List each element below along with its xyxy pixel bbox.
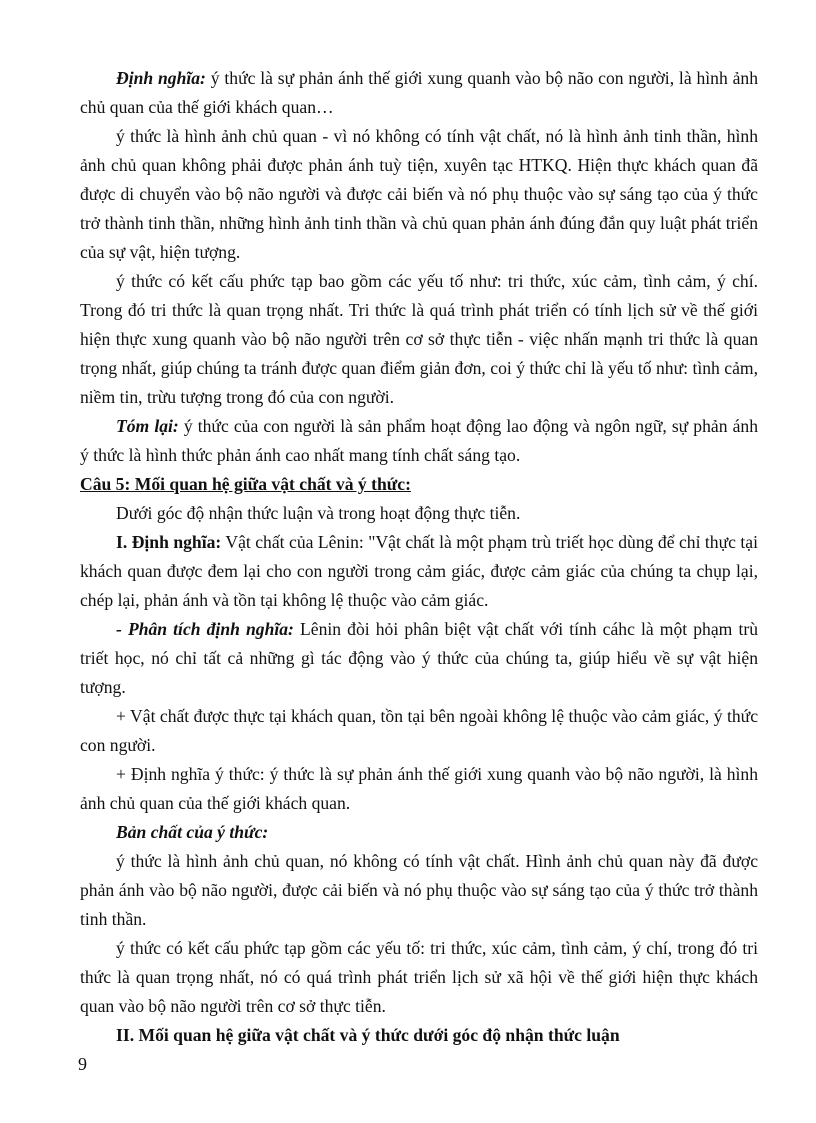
paragraph-text: Lênin đòi hỏi phân biệt vật chất với tính cáhc là một phạm trù triết học, nó chỉ tất cả những gì tác động vào ý thức của chúng ta, giúp hiểu về sự vật hiện tượng. [80,619,758,697]
paragraph-text: Vật chất của Lênin: "Vật chất là một phạm trù triết học dùng để chỉ thực tại khách quan được đem lại cho con người trong cảm giác, được cảm giác của chúng ta chụp lại, chép lại, phản ánh và tồn tại không lệ thuộc vào cảm giác. [80,532,758,610]
paragraph-text: ý thức của con người là sản phẩm hoạt động lao động và ngôn ngữ, sự phản ánh ý thức là hình thức phản ánh cao nhất mang tính chất sáng tạo. [80,416,758,465]
section-heading-ii: II. Mối quan hệ giữa vật chất và ý thức dưới góc độ nhận thức luận [116,1025,620,1045]
document-body [80,64,758,1050]
bullet-matter-reality: + Vật chất được thực tại khách quan, tồn tại bên ngoài không lệ thuộc vào cảm giác, ý thức con người. [80,706,758,755]
heading-text: Câu 5: Mối quan hệ giữa vật chất và ý thức: [80,474,411,494]
page-number: 9 [78,1054,87,1074]
lead-i-dinh-nghia: I. Định nghĩa: [116,532,222,552]
bullet-consciousness-definition: + Định nghĩa ý thức: ý thức là sự phản ánh thế giới xung quanh vào bộ não người, là hình ảnh chủ quan của thế giới khách quan. [80,764,758,813]
paragraph-structure-consciousness: ý thức có kết cấu phức tạp bao gồm các yếu tố như: tri thức, xúc cảm, tình cảm, ý chí. Trong đó tri thức là quan trọng nhất. Tri thức là quá trình phát triển có tính lịch sử về thế giới hiện thực xung quanh vào bộ não người trên cơ sở thực tiễn - việc nhấn mạnh tri thức là quan trọng nhất, giúp chúng ta tránh được quan điểm giản đơn, coi ý thức chỉ là yếu tố như: tình cảm, niềm tin, trừu tượng trong đó của con người. [80,271,758,407]
subheading-ban-chat: Bản chất của ý thức: [116,822,269,842]
paragraph-summary [80,412,758,470]
lead-dinh-nghia: Định nghĩa: [116,68,206,88]
paragraph-definition-matter [80,528,758,615]
lead-tom-lai: Tóm lại: [116,416,179,436]
lead-phan-tich: - Phân tích định nghĩa: [116,619,294,639]
paragraph-definition-consciousness [80,64,758,122]
paragraph-analysis [80,615,758,702]
paragraph-subjective-image: ý thức là hình ảnh chủ quan - vì nó không có tính vật chất, nó là hình ảnh tinh thần, hình ảnh chủ quan không phải được phản ánh tuỳ tiện, xuyên tạc HTKQ. Hiện thực khách quan đã được di chuyển vào bộ não người và được cải biến và nó phụ thuộc vào sự sáng tạo của ý thức trở thành tinh thần, những hình ảnh tinh thần và chủ quan phản ánh đúng đắn quy luật phát triển của sự vật, hiện tượng. [80,126,758,262]
paragraph-perspective: Dưới góc độ nhận thức luận và trong hoạt động thực tiễn. [116,503,521,523]
paragraph-nature-consciousness: ý thức là hình ảnh chủ quan, nó không có tính vật chất. Hình ảnh chủ quan này đã được phản ánh vào bộ não người, được cải biến và nó phụ thuộc vào sự sáng tạo của ý thức trở thành tinh thần. [80,851,758,929]
paragraph-text: ý thức là sự phản ánh thế giới xung quanh vào bộ não con người, là hình ảnh chủ quan của thế giới khách quan… [80,68,758,117]
section-heading-cau-5 [80,470,758,499]
paragraph-structure-elements: ý thức có kết cấu phức tạp gồm các yếu tố: tri thức, xúc cảm, tình cảm, ý chí, trong đó tri thức là quan trọng nhất, nó có quá trình phát triển lịch sử xã hội về thế giới hiện thực khách quan vào bộ não người trên cơ sở thực tiễn. [80,938,758,1016]
